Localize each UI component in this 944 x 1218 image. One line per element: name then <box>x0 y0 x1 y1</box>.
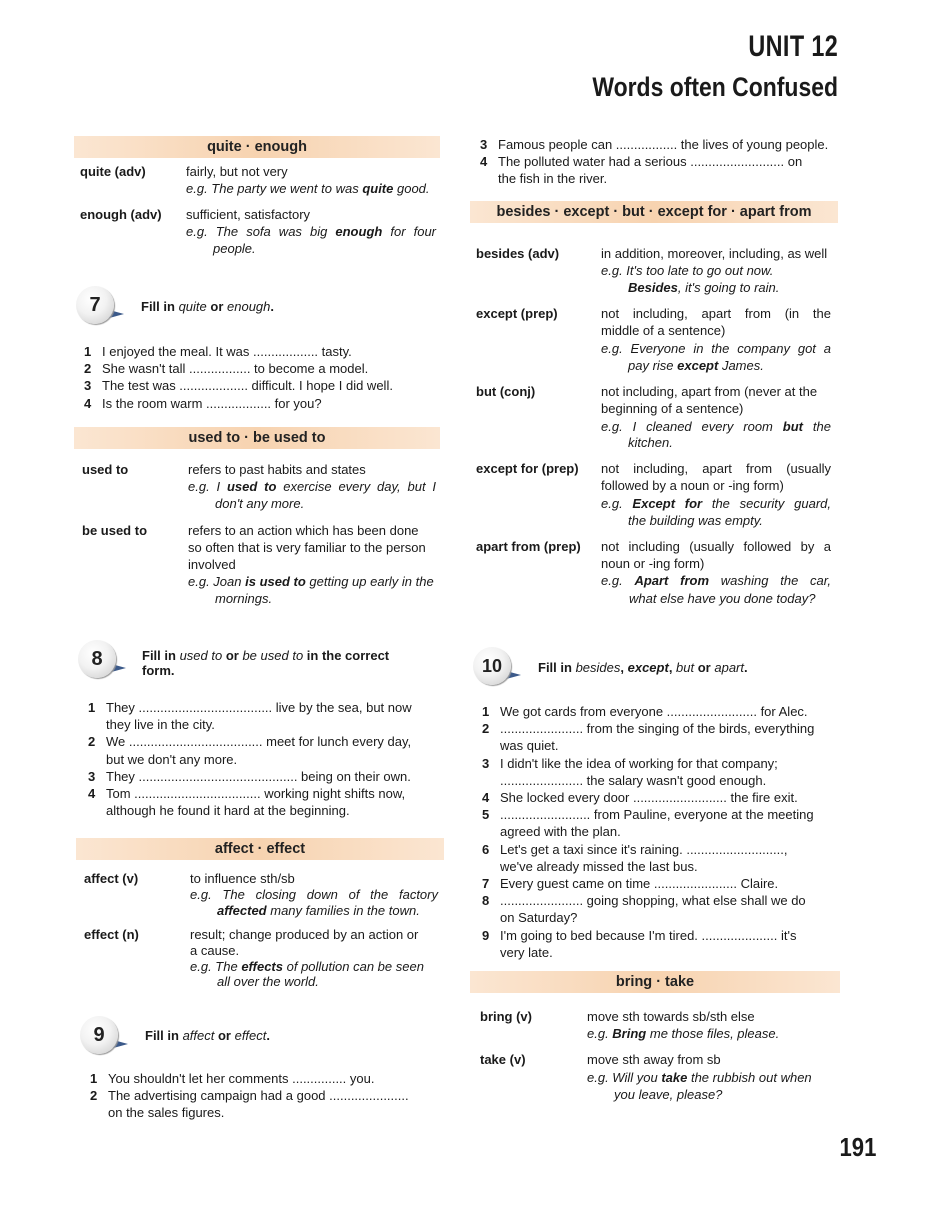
example-used-to: e.g. I used to exercise every day, but I <box>188 479 436 494</box>
list-item: 3 They ............................................ being on their own. <box>88 768 411 784</box>
exercise-8-badge <box>78 640 122 680</box>
section-band-besides-except: besides · except · but · except for · apart from <box>470 201 838 223</box>
def-but-1: not including, apart from (never at the <box>601 384 818 399</box>
list-item: 5 ......................... from Pauline, everyone at the meeting agreed with the plan. <box>482 807 814 840</box>
example-except-for: e.g. Except for the security guard, <box>601 496 832 511</box>
example-bring: e.g. Bring me those files, please. <box>587 1026 780 1041</box>
term-quite: quite (adv) <box>80 164 146 179</box>
term-be-used-to: be used to <box>82 523 148 538</box>
exercise-9-badge <box>80 1016 124 1056</box>
def-affect: to influence sth/sb <box>190 871 295 886</box>
list-item: 2 We ..................................... meet for lunch every day, but we don't any more. <box>88 734 412 767</box>
example-take: e.g. Will you take the rubbish out when <box>587 1070 812 1085</box>
def-effect-2: a cause. <box>190 943 240 958</box>
def-enough: sufficient, satisfactory <box>186 207 311 222</box>
example-besides: e.g. It's too late to go out now. <box>601 263 774 278</box>
term-apart-from: apart from (prep) <box>476 539 581 554</box>
example-take-cont: you leave, please? <box>614 1087 723 1102</box>
exercise-9-number: 9 <box>80 1016 118 1054</box>
list-item: 2 The advertising campaign had a good ...................... on the sales figures. <box>90 1088 409 1121</box>
term-besides: besides (adv) <box>476 246 560 261</box>
example-but: e.g. I cleaned every room but the <box>601 419 831 434</box>
def-be-used-to-1: refers to an action which has been done <box>188 523 419 538</box>
list-item: 1 I enjoyed the meal. It was .................. tasty. <box>84 344 352 359</box>
page-number: 191 <box>839 1132 876 1162</box>
exercise-7-badge <box>76 286 120 326</box>
exercise-10-instructions: Fill in besides, except, but or apart. <box>538 660 748 675</box>
exercise-8-instructions: Fill in used to or be used to in the correct <box>142 648 390 663</box>
list-item: 2 ....................... from the singing of the birds, everything was quiet. <box>482 721 815 754</box>
section-band-quite-enough: quite · enough <box>74 136 440 158</box>
list-item: 4 The polluted water had a serious .......................... on the fish in the river. <box>480 154 803 187</box>
list-item: 3 The test was ................... difficult. I hope I did well. <box>84 378 393 394</box>
example-except-for-cont: the building was empty. <box>628 513 763 528</box>
exercise-8-list <box>88 699 438 819</box>
list-item: 4 Is the room warm .................. for you? <box>84 395 322 411</box>
term-enough: enough (adv) <box>80 207 162 222</box>
def-except-2: middle of a sentence) <box>601 323 726 338</box>
def-effect-1: result; change produced by an action or <box>190 927 419 942</box>
section-band-affect-effect: affect · effect <box>76 838 444 860</box>
list-item: 3 Famous people can ................. the lives of young people. <box>480 137 829 152</box>
example-quite: e.g. The party we went to was quite good. <box>186 181 430 196</box>
def-apart-from-1: not including (usually followed by a <box>601 539 831 554</box>
unit-subtitle: Words often Confused <box>592 72 838 102</box>
term-bring: bring (v) <box>480 1009 532 1024</box>
def-bring: move sth towards sb/sth else <box>587 1009 755 1024</box>
example-apart-from-cont: what else have you done today? <box>629 591 816 606</box>
example-be-used-to: e.g. Joan is used to getting up early in the <box>188 574 434 589</box>
example-besides-cont: Besides, it's going to rain. <box>628 280 780 295</box>
example-except: e.g. Everyone in the company got a <box>601 341 831 356</box>
def-except-1: not including, apart from (in the <box>601 306 831 321</box>
exercise-10-list <box>482 703 842 961</box>
def-apart-from-2: noun or -ing form) <box>601 556 705 571</box>
example-enough-cont: people. <box>213 241 256 256</box>
list-item: 3 I didn't like the idea of working for that company; ....................... the salary wasn't good enough. <box>482 755 778 788</box>
list-item: 2 She wasn't tall ................. to become a model. <box>84 361 369 377</box>
list-item: 8 ....................... going shopping, what else shall we do on Saturday? <box>482 893 806 926</box>
def-except-for-1: not including, apart from (usually <box>601 461 831 476</box>
exercise-8-instructions-cont: form. <box>142 663 175 678</box>
list-item: 1 We got cards from everyone ......................... for Alec. <box>482 704 808 719</box>
term-take: take (v) <box>480 1052 526 1067</box>
def-but-2: beginning of a sentence) <box>601 401 744 416</box>
example-be-used-to-cont: mornings. <box>215 591 273 606</box>
example-except-cont: pay rise except James. <box>628 358 764 373</box>
section-band-bring-take: bring · take <box>470 971 840 993</box>
term-used-to: used to <box>82 462 129 477</box>
list-item: 6 Let's get a taxi since it's raining. ..........................., we've already missed the last bus. <box>482 841 788 874</box>
list-item: 1 You shouldn't let her comments ............... you. <box>90 1071 375 1086</box>
example-but-cont: kitchen. <box>628 435 673 450</box>
term-except: except (prep) <box>476 306 558 321</box>
term-but: but (conj) <box>476 384 536 399</box>
term-effect: effect (n) <box>84 927 139 942</box>
list-item: 1 They ..................................... live by the sea, but now they live in the city. <box>88 700 412 733</box>
example-effect: e.g. The effects of pollution can be seen <box>190 959 424 974</box>
def-used-to: refers to past habits and states <box>188 462 366 477</box>
example-affect: e.g. The closing down of the factory <box>190 887 438 902</box>
def-except-for-2: followed by a noun or -ing form) <box>601 478 784 493</box>
example-affect-cont: affected many families in the town. <box>217 903 420 918</box>
exercise-9-list <box>90 1070 440 1122</box>
section-band-used-to: used to · be used to <box>74 427 440 449</box>
exercise-7-number: 7 <box>76 286 114 324</box>
unit-title: UNIT 12 <box>748 30 838 63</box>
term-affect: affect (v) <box>84 871 139 886</box>
term-except-for: except for (prep) <box>476 461 579 476</box>
def-take: move sth away from sb <box>587 1052 721 1067</box>
def-be-used-to-3: involved <box>188 557 236 572</box>
def-besides: in addition, moreover, including, as well <box>601 246 828 261</box>
exercise-10-number: 10 <box>473 647 511 685</box>
list-item: 4 Tom ................................... working night shifts now, although he found it hard at the beginning. <box>88 786 406 819</box>
example-used-to-cont: don't any more. <box>215 496 305 511</box>
def-quite: fairly, but not very <box>186 164 288 179</box>
example-effect-cont: all over the world. <box>217 974 319 989</box>
list-item: 7 Every guest came on time ....................... Claire. <box>482 876 779 892</box>
example-enough: e.g. The sofa was big enough for four <box>186 224 437 239</box>
exercise-8-number: 8 <box>78 640 116 678</box>
list-item: 4 She locked every door .......................... the fire exit. <box>482 790 798 806</box>
exercise-9-list-cont <box>480 136 840 188</box>
example-apart-from: e.g. Apart from washing the car, <box>601 573 832 588</box>
exercise-7-instructions: Fill in quite or enough. <box>141 299 275 314</box>
def-be-used-to-2: so often that is very familiar to the person <box>188 540 426 555</box>
exercise-7-list <box>84 343 440 412</box>
list-item: 9 I'm going to bed because I'm tired. ..................... it's very late. <box>482 927 797 960</box>
exercise-9-instructions: Fill in affect or effect. <box>145 1028 271 1043</box>
exercise-10-badge <box>473 647 517 687</box>
